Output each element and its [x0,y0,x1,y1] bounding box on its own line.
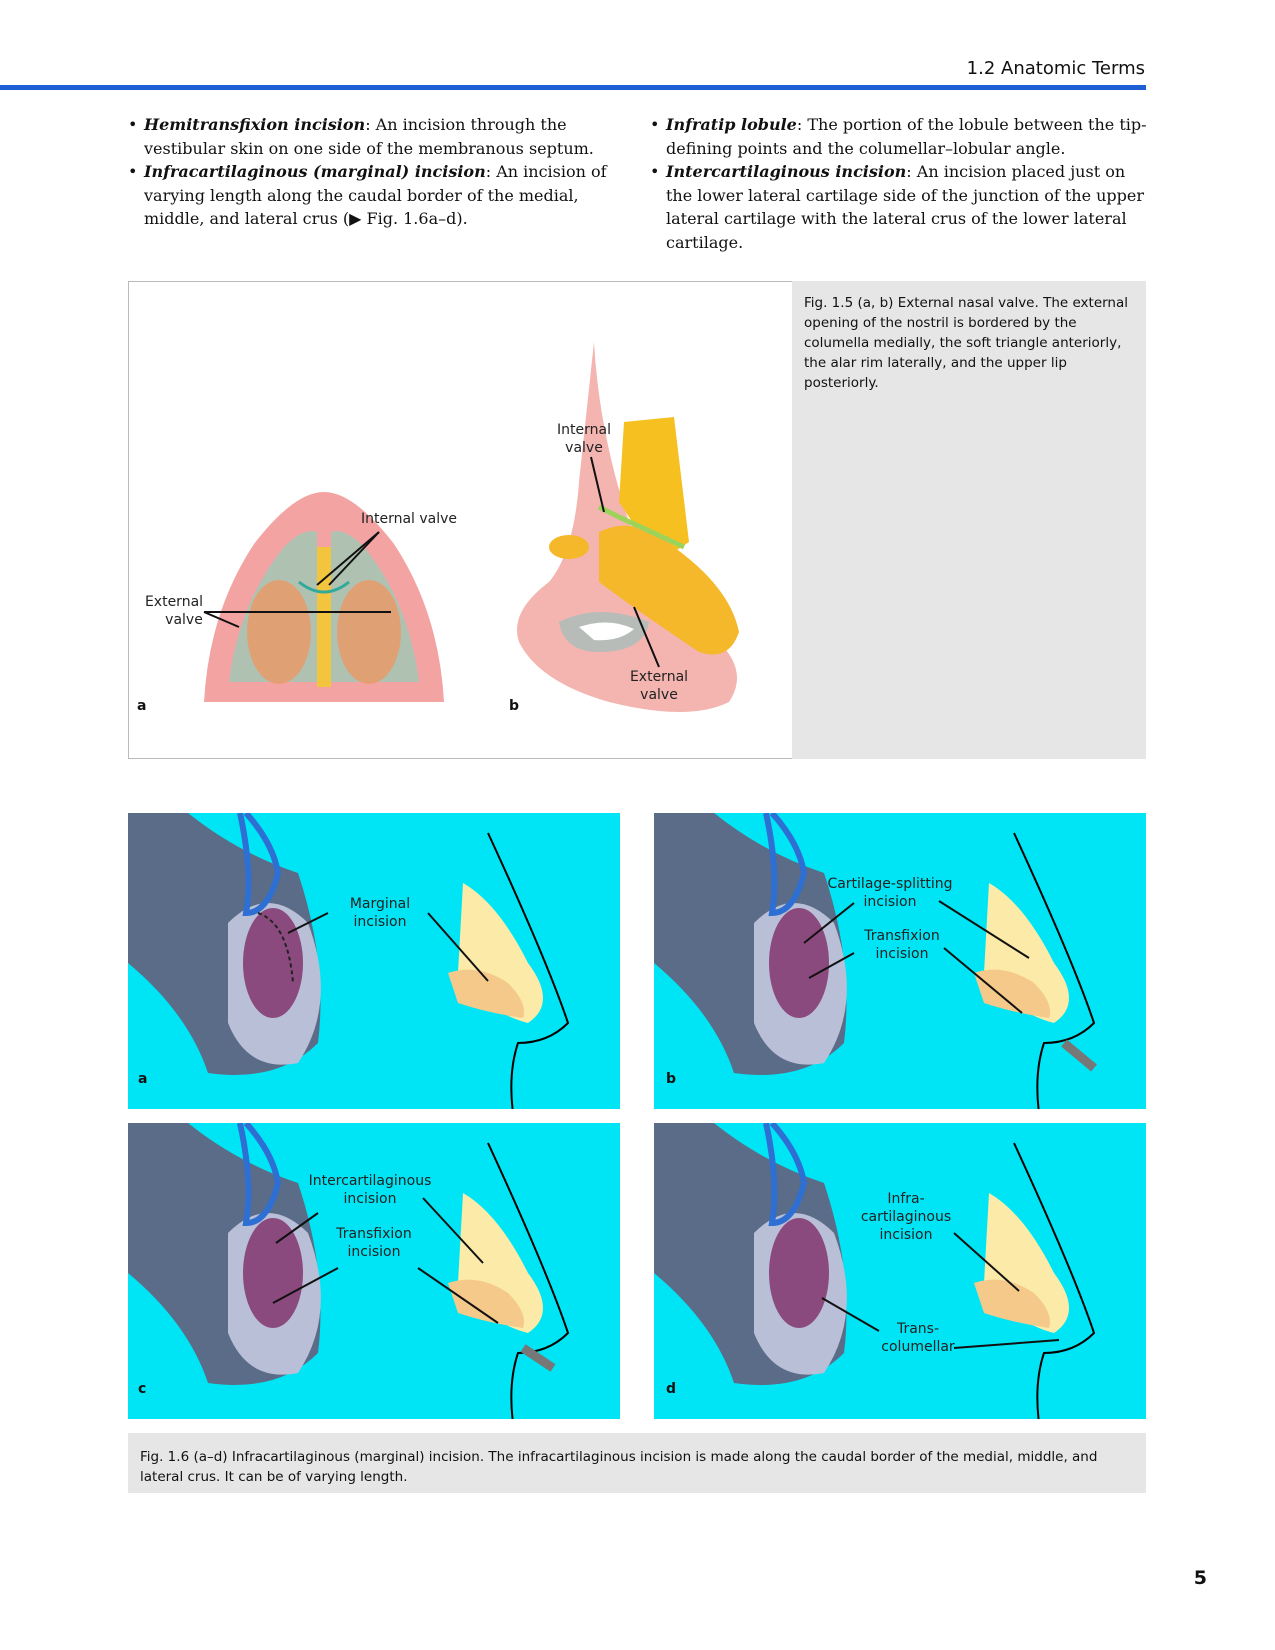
definition-text: : An incision placed just on the lower lateral cartilage side of the junction of the upper lateral cartilage with the lateral crus of the lower lateral cartilage. [666,162,1145,252]
figure-1-6 [128,813,1146,1493]
caption-text: External nasal valve. The external opening of the nostril is bordered by the columella medially, the soft triangle anteriorly, the alar rim laterally, and the upper lip posteriorly. [804,295,1129,391]
incision-illustration [128,813,620,1109]
left-column [128,113,618,231]
term-infratip-lobule: Infratip lobule [666,115,797,134]
label-incision: incision [879,1227,933,1243]
label-incision: incision [875,946,929,962]
label-external-2: valve [640,687,678,703]
label-incision: incision [347,1244,401,1260]
definition-text: : An incision through the vestibular skin on one side of the membranous septum. [144,115,594,158]
panel-a [128,813,620,1109]
figure-1-6-caption [128,1433,1146,1493]
label-columellar: columellar [881,1339,955,1355]
label-incision: incision [863,894,917,910]
header-rule [0,85,1146,90]
list-item [128,113,618,160]
label-transfixion: Transfixion [864,928,940,944]
panel-a-basal-view [145,492,457,702]
list-item [128,160,618,231]
running-header: 1.2 Anatomic Terms [966,58,1145,79]
caption-text: Infracartilaginous (marginal) incision. The infracartilaginous incision is made along the caudal border of the medial, middle, and lateral crus. It can be of varying length. [140,1449,1098,1485]
definition-text: : An incision of varying length along the caudal border of the medial, middle, and lateral crus (▶ Fig. 1.6a–d). [144,162,607,228]
panel-letter-b: b [666,1071,677,1087]
label-internal-2: valve [565,440,603,456]
label-trans: Trans- [896,1321,940,1337]
label-cartilage-splitting: Cartilage-splitting [827,876,953,892]
incision-illustration [654,1123,1146,1419]
list-item [650,113,1150,160]
definition-text: : The portion of the lobule between the tip-defining points and the columellar–lobular angle. [666,115,1147,158]
label-intercartilaginous: Intercartilaginous [308,1173,432,1189]
term-intercartilaginous: Intercartilaginous incision [666,162,907,181]
incision-illustration [654,813,1146,1109]
label-internal-valve: Internal valve [360,511,458,527]
panel-d [654,1123,1146,1419]
caption-label: Fig. 1.5 (a, b) [804,295,894,311]
panel-letter-a: a [138,1071,148,1087]
figure-1-5-illustration [128,281,793,759]
label-incision: incision [343,1191,397,1207]
label-external-2: valve [165,612,203,628]
term-hemitransfixion: Hemitransfixion incision [144,115,366,134]
panel-letter-c: c [138,1381,147,1397]
label-transfixion: Transfixion [336,1226,412,1242]
label-marginal: Marginal [349,896,411,912]
panel-letter-d: d [666,1381,677,1397]
incision-illustration [128,1123,620,1419]
term-infracartilaginous: Infracartilaginous (marginal) incision [144,162,486,181]
nasal-valve-illustration [129,282,792,758]
figure-1-5 [128,281,1146,759]
right-column [650,113,1150,254]
figure-1-5-caption [792,281,1146,759]
label-internal-1: Internal [557,422,611,438]
label-incision: incision [353,914,407,930]
label-external-1: External [144,594,204,610]
page-number: 5 [1193,1567,1207,1589]
label-cartilaginous: cartilaginous [860,1209,952,1225]
panel-b-lateral-view [517,342,739,712]
panel-letter-a: a [137,698,147,714]
panel-letter-b: b [509,698,520,714]
label-external-1: External [629,669,689,685]
caption-label: Fig. 1.6 (a–d) [140,1449,228,1465]
panel-c [128,1123,620,1419]
label-infra: Infra- [887,1191,925,1207]
list-item [650,160,1150,254]
panel-b [654,813,1146,1109]
